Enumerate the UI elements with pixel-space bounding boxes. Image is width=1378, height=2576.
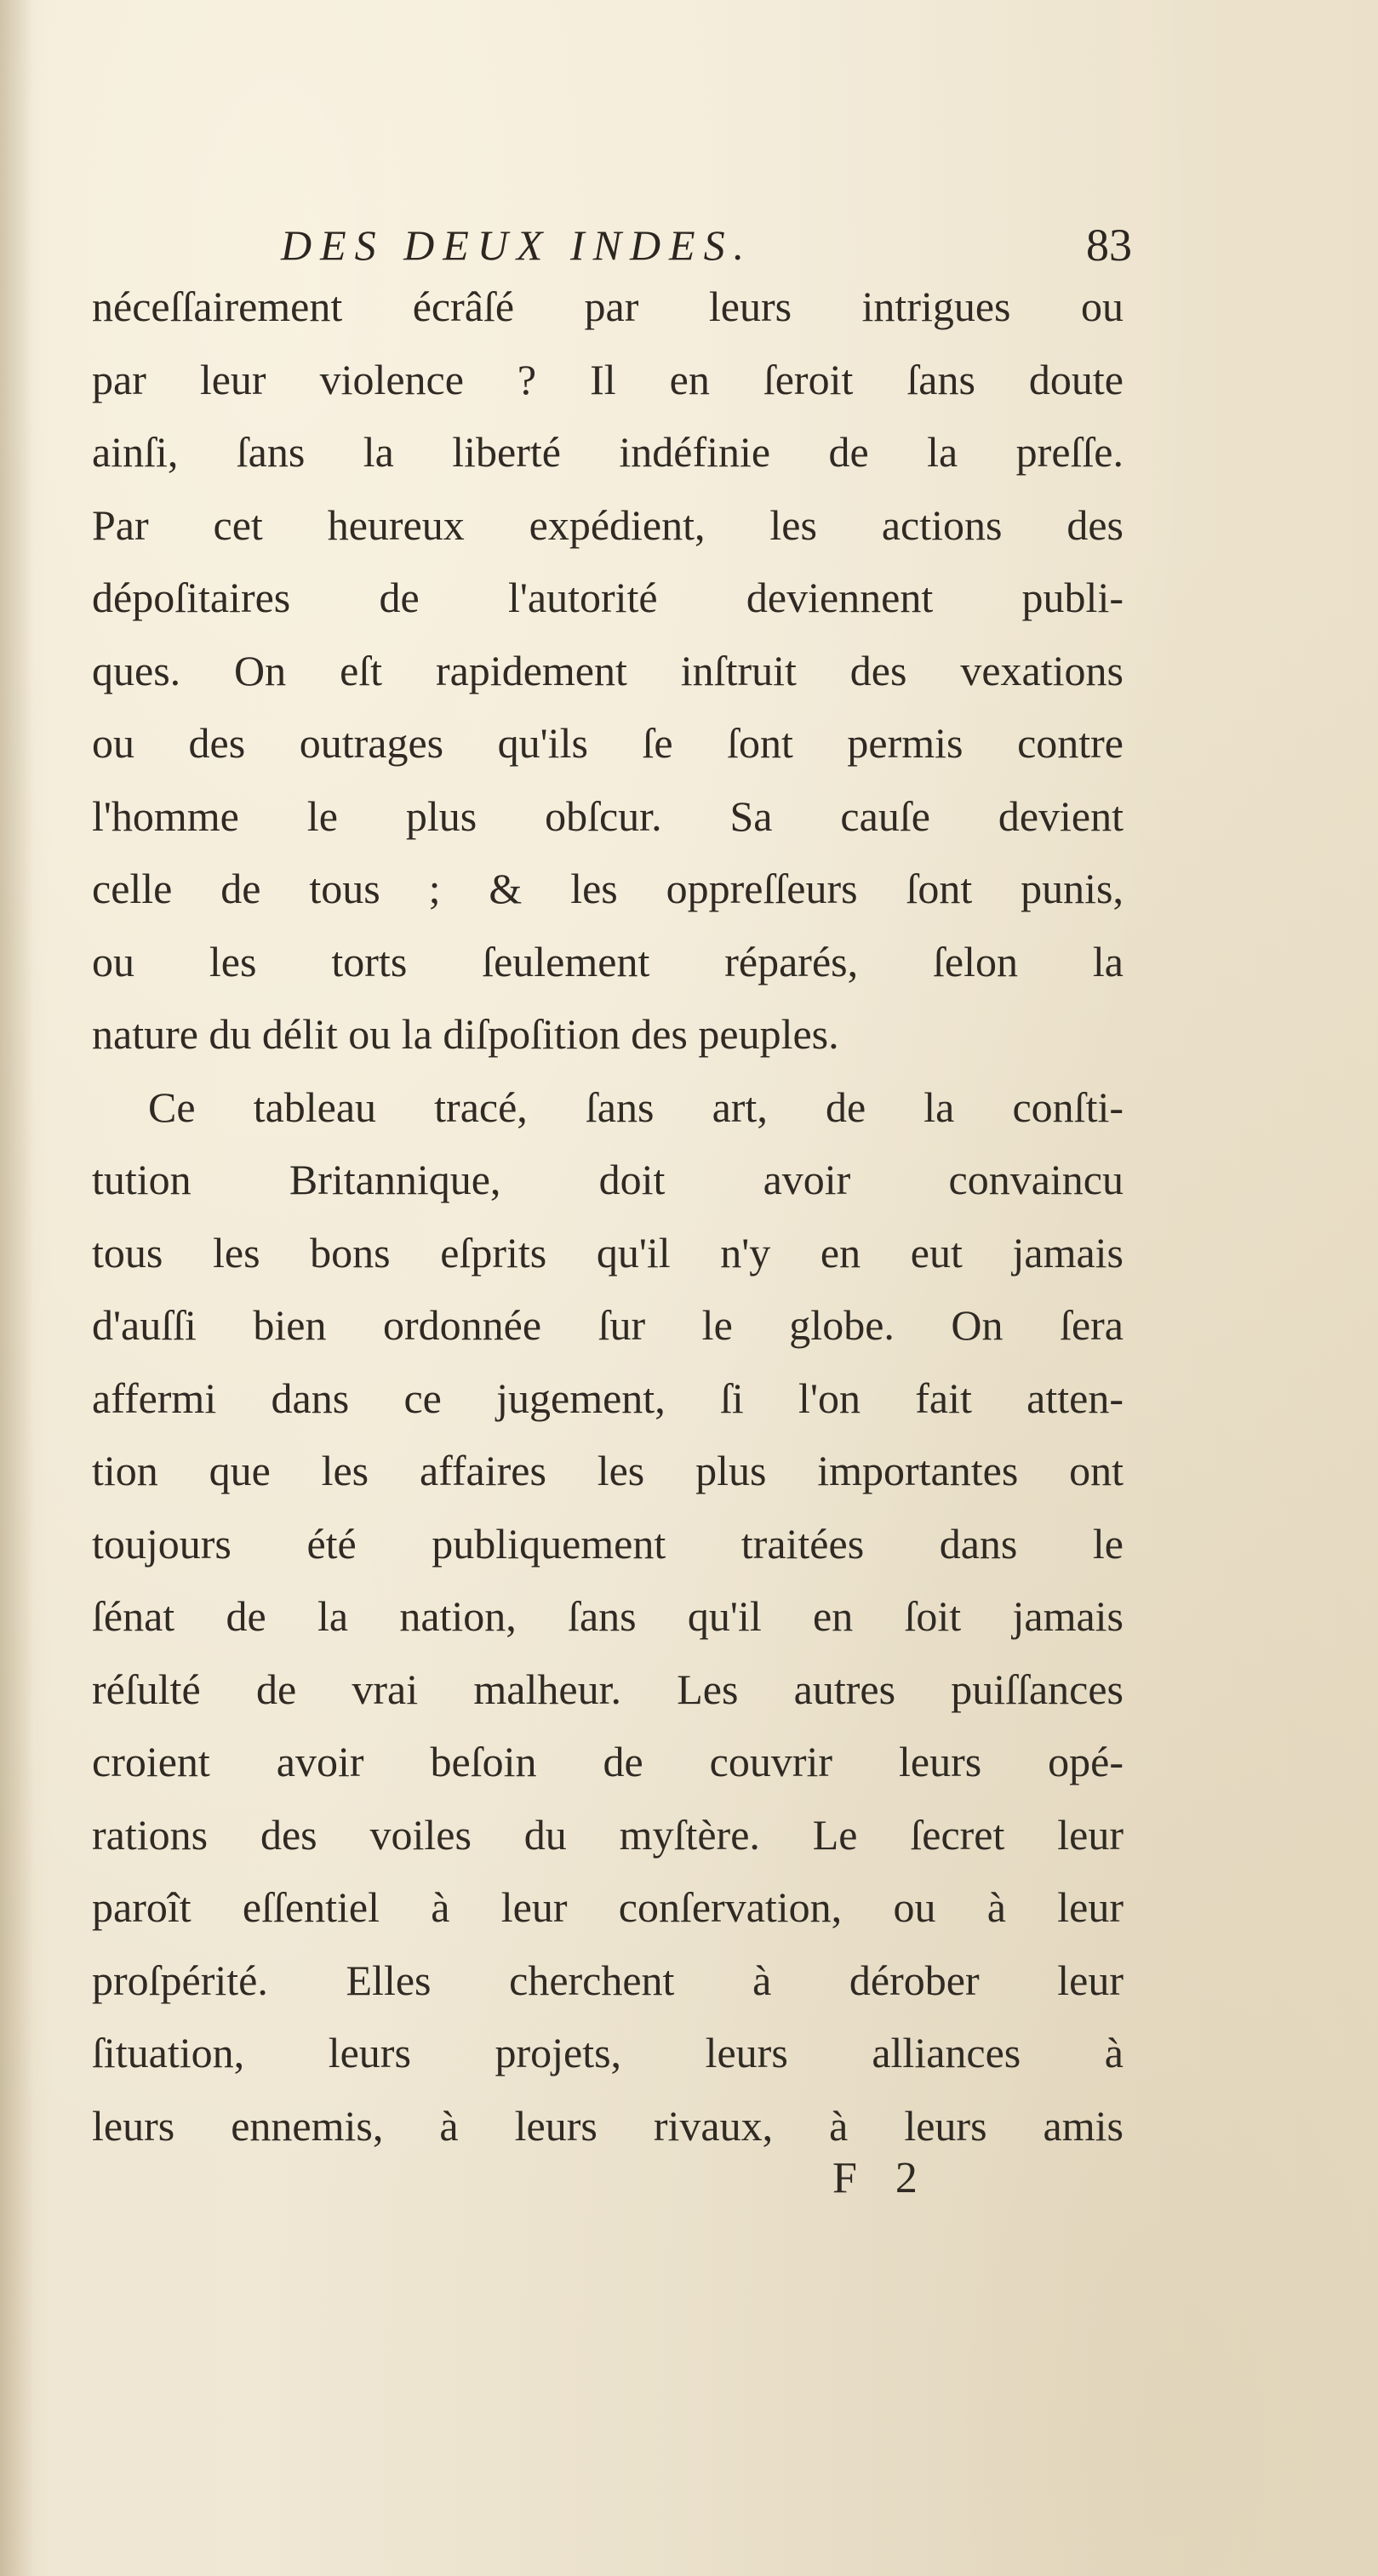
text-line-6: ques. On eſt rapidement inſtruit des vexations — [92, 646, 1124, 694]
text-line-5: dépoſitaires de l'autorité deviennent publi- — [92, 574, 1124, 621]
gutter-shadow — [0, 0, 34, 2576]
text-line-4: Par cet heureux expédient, les actions des — [92, 500, 1124, 549]
text-line-9: celle de tous ; & les oppreſſeurs ſont punis, — [92, 865, 1124, 912]
text-line-17: tion que les affaires les plus importantes ont — [92, 1447, 1124, 1494]
signature-mark: F 2 — [832, 2154, 931, 2202]
text-line-26: leurs ennemis, à leurs rivaux, à leurs amis — [92, 2101, 1124, 2150]
text-line-8: l'homme le plus obſcur. Sa cauſe devient — [92, 791, 1124, 840]
text-line-25: ſituation, leurs projets, leurs alliances à — [92, 2029, 1124, 2076]
text-line-19: ſénat de la nation, ſans qu'il en ſoit jamais — [92, 1592, 1124, 1640]
text-line-11: nature du délit ou la diſpoſition des peuples. — [92, 1010, 839, 1058]
text-line-23: paroît eſſentiel à leur conſervation, ou à leur — [92, 1883, 1124, 1931]
body-text — [92, 271, 1124, 2162]
text-line-21: croient avoir beſoin de couvrir leurs opé- — [92, 1738, 1124, 1785]
page-number: 83 — [1086, 220, 1132, 271]
text-line-24: proſpérité. Elles cherchent à dérober leur — [92, 1956, 1124, 2004]
text-line-12: Ce tableau tracé, ſans art, de la conſti- — [148, 1082, 1124, 1131]
running-head: DES DEUX INDES. — [281, 221, 753, 269]
text-line-2: par leur violence ? Il en ſeroit ſans doute — [92, 355, 1124, 403]
text-line-18: toujours été publiquement traitées dans le — [92, 1519, 1124, 1568]
text-line-22: rations des voiles du myſtère. Le ſecret leur — [92, 1810, 1124, 1859]
text-line-3: ainſi, ſans la liberté indéfinie de la preſſe. — [92, 428, 1124, 476]
text-line-16: affermi dans ce jugement, ſi l'on fait atten- — [92, 1374, 1124, 1422]
text-line-1: néceſſairement écrâſé par leurs intrigues ou — [92, 283, 1124, 330]
text-line-10: ou les torts ſeulement réparés, ſelon la — [92, 937, 1124, 985]
text-line-14: tous les bons eſprits qu'il n'y en eut jamais — [92, 1228, 1124, 1277]
text-line-15: d'auſſi bien ordonnée ſur le globe. On ſera — [92, 1301, 1124, 1349]
text-line-20: réſulté de vrai malheur. Les autres puiſſances — [92, 1665, 1124, 1713]
text-line-13: tution Britannique, doit avoir convaincu — [92, 1156, 1124, 1203]
text-line-7: ou des outrages qu'ils ſe ſont permis contre — [92, 719, 1124, 767]
page-header — [281, 211, 1132, 279]
